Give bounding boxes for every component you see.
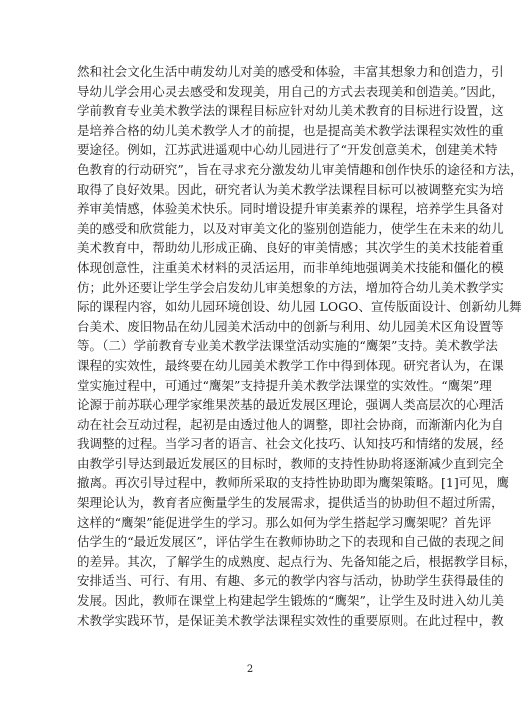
text-line: 估学生的“最近发展区”，评估学生在教师协助之下的表现和自己做的表现之间 [77, 534, 505, 550]
text-line: 美术教育中，帮助幼儿形成正确、良好的审美情感；其次学生的美术技能着重 [77, 240, 504, 256]
text-line: 论源于前苏联心理学家维果茨基的最近发展区理论，强调人类高层次的心理活 [77, 397, 504, 413]
text-line: 术教学实践环节，是保证美术教学法课程实效性的重要原则。在此过程中，教 [77, 612, 504, 628]
text-line: 要途径。例如，江苏武进遥观中心幼儿园进行了“开发创意美术，创建美术特 [77, 142, 498, 158]
text-line: 然和社会文化生活中萌发幼儿对美的感受和体验，丰富其想象力和创造力，引 [77, 64, 504, 79]
text-line: 际的课程内容，如幼儿园环境创设、幼儿园 LOGO、宣传版面设计、创新幼儿舞 [77, 299, 522, 315]
text-line: 等。（二）学前教育专业美术教学法课堂活动实施的“鹰架”支持。美术教学法 [77, 338, 498, 354]
text-line: 美的感受和欣赏能力，以及对审美文化的鉴别创造能力，使学生在未来的幼儿 [77, 220, 504, 236]
text-line: 养审美情感，体验美术快乐。同时增设提升审美素养的课程，培养学生具备对 [77, 201, 504, 217]
text-line: 学前教育专业美术教学法的课程目标应针对幼儿美术教育的目标进行设置，这 [77, 103, 504, 119]
text-line: 的差异。其次，了解学生的成熟度、起点行为、先备知能之后，根据教学目标， [77, 553, 517, 569]
text-line: 堂实施过程中，可通过“鹰架”支持提升美术教学法课堂的实效性。“鹰架”理 [77, 377, 492, 393]
text-line: 导幼儿学会用心灵去感受和发现美，用自己的方式去表现美和创造美。”因此， [77, 83, 504, 99]
text-line: 发展。因此，教师在课堂上构建起学生锻炼的“鹰架”，让学生及时进入幼儿美 [77, 593, 505, 609]
text-line: 体现创意性，注重美术材料的灵活运用，而非单纯地强调美术技能和僵化的模 [77, 259, 504, 275]
text-line: 课程的实效性，最终要在幼儿园美术教学工作中得到体现。研究者认为，在课 [77, 357, 504, 373]
text-line: 撤离。再次引导过程中，教师所采取的支持性协助即为鹰架策略。[1]可见，鹰 [77, 475, 510, 491]
text-line: 仿；此外还要让学生学会启发幼儿审美想象的方法，增加符合幼儿美术教学实 [77, 279, 504, 295]
text-line: 安排适当、可行、有用、有趣、多元的教学内容与活动，协助学生获得最佳的 [77, 573, 504, 589]
text-line: 由教学引导达到最近发展区的目标时，教师的支持性协助将逐渐减少直到完全 [77, 455, 504, 471]
body-text [77, 62, 523, 630]
text-line: 色教育的行动研究”，旨在寻求充分激发幼儿审美情趣和创作快乐的途径和方法， [77, 161, 523, 177]
text-line: 这样的“鹰架”能促进学生的学习。那么如何为学生搭起学习鹰架呢？首先评 [77, 514, 492, 530]
text-line: 取得了良好效果。因此，研究者认为美术教学法课程目标可以被调整充实为培 [77, 181, 504, 197]
text-line: 动在社会互动过程，起初是由透过他人的调整，即社会协商，而渐渐内化为自 [77, 416, 504, 432]
text-line: 我调整的过程。当学习者的语言、社会文化技巧、认知技巧和情绪的发展，经 [77, 436, 504, 452]
text-line: 架理论认为，教育者应衡量学生的发展需求，提供适当的协助但不超过所需， [77, 495, 504, 511]
text-line: 台美术、废旧物品在幼儿园美术活动中的创新与利用、幼儿园美术区角设置等 [77, 318, 504, 334]
page-number: 2 [246, 664, 254, 675]
text-line: 是培养合格的幼儿美术教学人才的前提，也是提高美术教学法课程实效性的重 [77, 122, 504, 138]
